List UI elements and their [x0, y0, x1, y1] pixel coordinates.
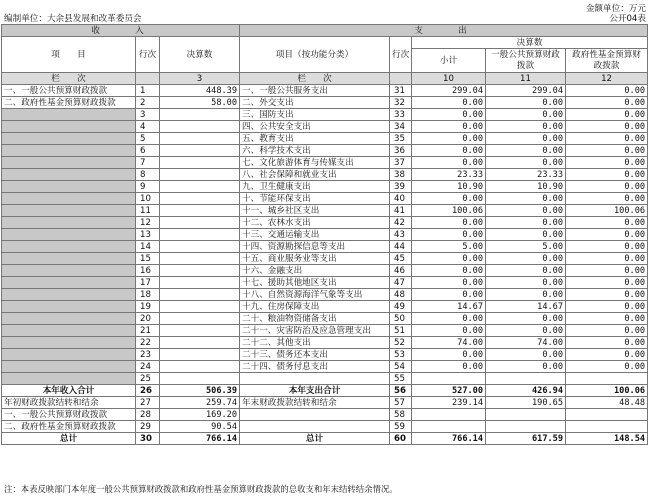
- gov-fund-cell: 0.00: [566, 109, 648, 121]
- expense-line-cell: 40: [390, 193, 412, 205]
- income-line-cell: 6: [136, 145, 160, 157]
- expense-line-cell: 51: [390, 325, 412, 337]
- expense-line-cell: 56: [390, 385, 412, 397]
- income-section-header: 收 入: [2, 25, 240, 37]
- gov-fund-cell: 0.00: [566, 193, 648, 205]
- gov-fund-cell: 0.00: [566, 181, 648, 193]
- col-item-func-header: 项目（按功能分类）: [240, 37, 390, 73]
- subtotal-cell: [412, 373, 486, 385]
- income-amount-cell: [160, 145, 240, 157]
- expense-item-cell: 十四、资源勘探信息等支出: [240, 241, 390, 253]
- income-item-cell: [2, 313, 136, 325]
- table-row: [2, 241, 648, 253]
- expense-line-cell: 54: [390, 361, 412, 373]
- general-budget-cell: 14.67: [486, 301, 566, 313]
- colnum-empty: [136, 73, 160, 85]
- gov-fund-cell: 0.00: [566, 253, 648, 265]
- income-item-cell: [2, 145, 136, 157]
- income-item-cell: [2, 193, 136, 205]
- gov-fund-cell: 0.00: [566, 301, 648, 313]
- gov-fund-cell: [566, 409, 648, 421]
- income-item-cell: 二、政府性基金预算财政拨款: [2, 97, 136, 109]
- expense-item-cell: 十一、城乡社区支出: [240, 205, 390, 217]
- income-item-cell: [2, 277, 136, 289]
- subtotal-cell: 0.00: [412, 277, 486, 289]
- expense-line-cell: 41: [390, 205, 412, 217]
- income-line-cell: 22: [136, 337, 160, 349]
- income-amount-cell: [160, 121, 240, 133]
- general-budget-cell: 299.04: [486, 85, 566, 97]
- expense-line-cell: 46: [390, 265, 412, 277]
- gov-fund-cell: [566, 421, 648, 433]
- income-line-cell: 8: [136, 169, 160, 181]
- table-row: [2, 157, 648, 169]
- gov-fund-cell: 0.00: [566, 241, 648, 253]
- colnum-empty2: [390, 73, 412, 85]
- expense-line-cell: 47: [390, 277, 412, 289]
- col-subtotal-header: 小计: [412, 49, 486, 73]
- expense-line-cell: 59: [390, 421, 412, 433]
- income-line-cell: 21: [136, 325, 160, 337]
- income-line-cell: 25: [136, 373, 160, 385]
- expense-item-cell: 五、教育支出: [240, 133, 390, 145]
- col-line2-header: 行次: [390, 37, 412, 73]
- table-row: [2, 421, 648, 433]
- income-item-cell: [2, 109, 136, 121]
- expense-item-cell: 本年支出合计: [240, 385, 390, 397]
- income-amount-cell: [160, 349, 240, 361]
- expense-item-cell: 四、公共安全支出: [240, 121, 390, 133]
- income-item-cell: [2, 325, 136, 337]
- expense-item-cell: 七、文化旅游体育与传媒支出: [240, 157, 390, 169]
- income-amount-cell: 90.54: [160, 421, 240, 433]
- subtotal-cell: 23.33: [412, 169, 486, 181]
- income-amount-cell: [160, 205, 240, 217]
- income-amount-cell: [160, 217, 240, 229]
- table-row: [2, 301, 648, 313]
- gov-fund-cell: 100.06: [566, 205, 648, 217]
- gov-fund-cell: 0.00: [566, 169, 648, 181]
- subtotal-cell: 527.00: [412, 385, 486, 397]
- expense-item-cell: 二十三、债务还本支出: [240, 349, 390, 361]
- gov-fund-cell: 0.00: [566, 121, 648, 133]
- income-item-cell: 二、政府性基金预算财政拨款: [2, 421, 136, 433]
- income-item-cell: [2, 361, 136, 373]
- gov-fund-cell: 0.00: [566, 157, 648, 169]
- expense-item-cell: 十二、农林水支出: [240, 217, 390, 229]
- gov-fund-cell: 0.00: [566, 289, 648, 301]
- income-item-cell: [2, 373, 136, 385]
- income-line-cell: 7: [136, 157, 160, 169]
- expense-item-cell: [240, 421, 390, 433]
- income-amount-cell: [160, 361, 240, 373]
- general-budget-cell: 0.00: [486, 121, 566, 133]
- general-budget-cell: 0.00: [486, 277, 566, 289]
- gov-fund-cell: 148.54: [566, 433, 648, 445]
- table-row: [2, 349, 648, 361]
- subtotal-cell: 766.14: [412, 433, 486, 445]
- income-line-cell: 26: [136, 385, 160, 397]
- income-amount-cell: [160, 337, 240, 349]
- income-item-cell: 总计: [2, 433, 136, 445]
- income-item-cell: 一、一般公共预算财政拨款: [2, 85, 136, 97]
- table-row: [2, 289, 648, 301]
- expense-item-cell: 年末财政拨款结转和结余: [240, 397, 390, 409]
- income-line-cell: 24: [136, 361, 160, 373]
- income-line-cell: 13: [136, 229, 160, 241]
- expense-line-cell: 44: [390, 241, 412, 253]
- subtotal-cell: [412, 421, 486, 433]
- colnum-label2: 栏 次: [240, 73, 390, 85]
- expense-item-cell: 二十一、灾害防治及应急管理支出: [240, 325, 390, 337]
- expense-line-cell: 45: [390, 253, 412, 265]
- subtotal-cell: 0.00: [412, 97, 486, 109]
- expense-item-cell: 一、一般公共服务支出: [240, 85, 390, 97]
- gov-fund-cell: 0.00: [566, 361, 648, 373]
- general-budget-cell: 23.33: [486, 169, 566, 181]
- income-line-cell: 20: [136, 313, 160, 325]
- general-budget-cell: 0.00: [486, 145, 566, 157]
- income-amount-cell: 58.00: [160, 97, 240, 109]
- organization-label: 编制单位：大余县发展和改革委员会: [4, 14, 142, 24]
- expense-line-cell: 35: [390, 133, 412, 145]
- general-budget-cell: 0.00: [486, 157, 566, 169]
- subtotal-cell: 0.00: [412, 229, 486, 241]
- income-item-cell: [2, 349, 136, 361]
- expense-line-cell: 34: [390, 121, 412, 133]
- expense-item-cell: 二十、粮油物资储备支出: [240, 313, 390, 325]
- income-item-cell: 年初财政拨款结转和结余: [2, 397, 136, 409]
- income-item-cell: [2, 337, 136, 349]
- subtotal-cell: 74.00: [412, 337, 486, 349]
- income-item-cell: [2, 181, 136, 193]
- income-amount-cell: [160, 169, 240, 181]
- colnum-label: 栏 次: [2, 73, 136, 85]
- expense-line-cell: 42: [390, 217, 412, 229]
- expense-item-cell: [240, 373, 390, 385]
- subtotal-cell: [412, 409, 486, 421]
- col-gov-fund-header: 政府性基金预算财政拨款: [566, 49, 648, 73]
- table-row: [2, 97, 648, 109]
- subtotal-cell: 0.00: [412, 145, 486, 157]
- income-line-cell: 27: [136, 397, 160, 409]
- expense-item-cell: 九、卫生健康支出: [240, 181, 390, 193]
- general-budget-cell: 0.00: [486, 349, 566, 361]
- income-item-cell: 一、一般公共预算财政拨款: [2, 409, 136, 421]
- expense-line-cell: 60: [390, 433, 412, 445]
- table-row: [2, 373, 648, 385]
- income-line-cell: 10: [136, 193, 160, 205]
- subtotal-cell: 239.14: [412, 397, 486, 409]
- colnum-12: 12: [566, 73, 648, 85]
- form-number: 公开04表: [609, 14, 646, 24]
- gov-fund-cell: 100.06: [566, 385, 648, 397]
- table-row: [2, 337, 648, 349]
- expense-item-cell: 十八、自然资源海洋气象等支出: [240, 289, 390, 301]
- expense-item-cell: 十六、金融支出: [240, 265, 390, 277]
- expense-item-cell: 二十二、其他支出: [240, 337, 390, 349]
- income-item-cell: [2, 133, 136, 145]
- expense-item-cell: 二、外交支出: [240, 97, 390, 109]
- table-note: 注：本表反映部门本年度一般公共预算财政拨款和政府性基金预算财政拨款的总收支和年末结转结余情况。: [4, 484, 398, 494]
- general-budget-cell: 0.00: [486, 313, 566, 325]
- general-budget-cell: 0.00: [486, 109, 566, 121]
- table-row: [2, 325, 648, 337]
- subtotal-cell: 0.00: [412, 157, 486, 169]
- table-row: [2, 85, 648, 97]
- income-amount-cell: [160, 325, 240, 337]
- income-item-cell: [2, 289, 136, 301]
- gov-fund-cell: 0.00: [566, 97, 648, 109]
- income-amount-cell: 448.39: [160, 85, 240, 97]
- table-row: [2, 409, 648, 421]
- income-amount-cell: [160, 373, 240, 385]
- general-budget-cell: 0.00: [486, 97, 566, 109]
- gov-fund-cell: 0.00: [566, 85, 648, 97]
- general-budget-cell: [486, 421, 566, 433]
- gov-fund-cell: 0.00: [566, 325, 648, 337]
- income-item-cell: [2, 265, 136, 277]
- expense-line-cell: 57: [390, 397, 412, 409]
- subtotal-cell: 0.00: [412, 133, 486, 145]
- table-row: [2, 433, 648, 445]
- general-budget-cell: 0.00: [486, 217, 566, 229]
- income-line-cell: 9: [136, 181, 160, 193]
- expense-line-cell: 31: [390, 85, 412, 97]
- subtotal-cell: 0.00: [412, 217, 486, 229]
- income-amount-cell: 766.14: [160, 433, 240, 445]
- table-row: [2, 277, 648, 289]
- subtotal-cell: 5.00: [412, 241, 486, 253]
- income-amount-cell: [160, 229, 240, 241]
- subtotal-cell: 0.00: [412, 109, 486, 121]
- colnum-10: 10: [412, 73, 486, 85]
- subtotal-cell: 0.00: [412, 253, 486, 265]
- income-amount-cell: 259.74: [160, 397, 240, 409]
- income-amount-cell: [160, 241, 240, 253]
- expense-section-header: 支 出: [240, 25, 648, 37]
- income-amount-cell: [160, 277, 240, 289]
- general-budget-cell: [486, 409, 566, 421]
- income-amount-cell: 506.39: [160, 385, 240, 397]
- income-line-cell: 17: [136, 277, 160, 289]
- gov-fund-cell: 0.00: [566, 229, 648, 241]
- general-budget-cell: 617.59: [486, 433, 566, 445]
- table-row: [2, 145, 648, 157]
- expense-item-cell: 三、国防支出: [240, 109, 390, 121]
- table-row: [2, 121, 648, 133]
- income-item-cell: [2, 169, 136, 181]
- expense-line-cell: 58: [390, 409, 412, 421]
- income-amount-cell: [160, 253, 240, 265]
- expense-item-cell: 八、社会保障和就业支出: [240, 169, 390, 181]
- table-row: [2, 193, 648, 205]
- expense-item-cell: 十九、住房保障支出: [240, 301, 390, 313]
- income-line-cell: 2: [136, 97, 160, 109]
- subtotal-cell: 0.00: [412, 313, 486, 325]
- expense-line-cell: 52: [390, 337, 412, 349]
- income-amount-cell: [160, 289, 240, 301]
- expense-line-cell: 43: [390, 229, 412, 241]
- general-budget-cell: 0.00: [486, 133, 566, 145]
- gov-fund-cell: 0.00: [566, 337, 648, 349]
- gov-fund-cell: 48.48: [566, 397, 648, 409]
- table-row: [2, 133, 648, 145]
- income-line-cell: 30: [136, 433, 160, 445]
- expense-item-cell: [240, 409, 390, 421]
- income-line-cell: 1: [136, 85, 160, 97]
- expense-line-cell: 53: [390, 349, 412, 361]
- income-item-cell: [2, 121, 136, 133]
- expense-line-cell: 32: [390, 97, 412, 109]
- table-row: [2, 361, 648, 373]
- general-budget-cell: [486, 373, 566, 385]
- table-row: [2, 217, 648, 229]
- fiscal-appropriation-table: [1, 24, 648, 445]
- income-item-cell: [2, 217, 136, 229]
- income-amount-cell: [160, 181, 240, 193]
- expense-line-cell: 48: [390, 289, 412, 301]
- income-amount-cell: [160, 157, 240, 169]
- income-line-cell: 16: [136, 265, 160, 277]
- income-line-cell: 19: [136, 301, 160, 313]
- expense-item-cell: 六、科学技术支出: [240, 145, 390, 157]
- income-line-cell: 11: [136, 205, 160, 217]
- income-line-cell: 12: [136, 217, 160, 229]
- expense-line-cell: 37: [390, 157, 412, 169]
- subtotal-cell: 0.00: [412, 193, 486, 205]
- expense-item-cell: 十七、援助其他地区支出: [240, 277, 390, 289]
- income-line-cell: 5: [136, 133, 160, 145]
- general-budget-cell: 190.65: [486, 397, 566, 409]
- expense-item-cell: 十、节能环保支出: [240, 193, 390, 205]
- table-row: [2, 109, 648, 121]
- table-row: [2, 181, 648, 193]
- income-line-cell: 29: [136, 421, 160, 433]
- income-line-cell: 14: [136, 241, 160, 253]
- income-amount-cell: [160, 313, 240, 325]
- expense-line-cell: 49: [390, 301, 412, 313]
- gov-fund-cell: 0.00: [566, 277, 648, 289]
- income-item-cell: [2, 205, 136, 217]
- col-item-header: 项 目: [2, 37, 136, 73]
- income-line-cell: 23: [136, 349, 160, 361]
- expense-line-cell: 39: [390, 181, 412, 193]
- expense-line-cell: 33: [390, 109, 412, 121]
- expense-item-cell: 总计: [240, 433, 390, 445]
- col-general-header: 一般公共预算财政拨款: [486, 49, 566, 73]
- subtotal-cell: 14.67: [412, 301, 486, 313]
- table-row: [2, 313, 648, 325]
- subtotal-cell: 0.00: [412, 121, 486, 133]
- income-amount-cell: [160, 193, 240, 205]
- expense-line-cell: 55: [390, 373, 412, 385]
- income-line-cell: 28: [136, 409, 160, 421]
- general-budget-cell: 0.00: [486, 265, 566, 277]
- col-budget-header: 决算数: [160, 37, 240, 73]
- general-budget-cell: 0.00: [486, 205, 566, 217]
- subtotal-cell: 0.00: [412, 289, 486, 301]
- general-budget-cell: 5.00: [486, 241, 566, 253]
- expense-line-cell: 38: [390, 169, 412, 181]
- subtotal-cell: 0.00: [412, 361, 486, 373]
- income-item-cell: [2, 301, 136, 313]
- income-line-cell: 15: [136, 253, 160, 265]
- expense-item-cell: 二十四、债务付息支出: [240, 361, 390, 373]
- subtotal-cell: 299.04: [412, 85, 486, 97]
- gov-fund-cell: 0.00: [566, 349, 648, 361]
- expense-line-cell: 50: [390, 313, 412, 325]
- table-row: [2, 385, 648, 397]
- subtotal-cell: 100.06: [412, 205, 486, 217]
- income-item-cell: 本年收入合计: [2, 385, 136, 397]
- table-row: [2, 253, 648, 265]
- income-amount-cell: [160, 109, 240, 121]
- income-item-cell: [2, 253, 136, 265]
- table-row: [2, 169, 648, 181]
- general-budget-cell: 0.00: [486, 253, 566, 265]
- general-budget-cell: 74.00: [486, 337, 566, 349]
- table-row: [2, 205, 648, 217]
- subtotal-cell: 0.00: [412, 349, 486, 361]
- income-line-cell: 18: [136, 289, 160, 301]
- gov-fund-cell: 0.00: [566, 145, 648, 157]
- col-line-header: 行次: [136, 37, 160, 73]
- subtotal-cell: 0.00: [412, 265, 486, 277]
- colnum-3: 3: [160, 73, 240, 85]
- gov-fund-cell: 0.00: [566, 265, 648, 277]
- general-budget-cell: 0.00: [486, 229, 566, 241]
- expense-item-cell: 十五、商业服务业等支出: [240, 253, 390, 265]
- expense-line-cell: 36: [390, 145, 412, 157]
- income-line-cell: 3: [136, 109, 160, 121]
- subtotal-cell: 0.00: [412, 325, 486, 337]
- general-budget-cell: 0.00: [486, 325, 566, 337]
- income-line-cell: 4: [136, 121, 160, 133]
- general-budget-cell: 0.00: [486, 361, 566, 373]
- income-item-cell: [2, 157, 136, 169]
- table-row: [2, 397, 648, 409]
- expense-item-cell: 十三、交通运输支出: [240, 229, 390, 241]
- income-amount-cell: [160, 265, 240, 277]
- gov-fund-cell: 0.00: [566, 133, 648, 145]
- income-amount-cell: 169.20: [160, 409, 240, 421]
- col-budget2-header: 决算数: [412, 37, 648, 49]
- general-budget-cell: 10.90: [486, 181, 566, 193]
- gov-fund-cell: 0.00: [566, 313, 648, 325]
- general-budget-cell: 0.00: [486, 289, 566, 301]
- subtotal-cell: 10.90: [412, 181, 486, 193]
- general-budget-cell: 426.94: [486, 385, 566, 397]
- table-row: [2, 265, 648, 277]
- gov-fund-cell: [566, 373, 648, 385]
- amount-unit-label: 金额单位：万元: [585, 4, 646, 14]
- colnum-11: 11: [486, 73, 566, 85]
- income-amount-cell: [160, 133, 240, 145]
- income-item-cell: [2, 229, 136, 241]
- income-amount-cell: [160, 301, 240, 313]
- general-budget-cell: 0.00: [486, 193, 566, 205]
- income-item-cell: [2, 241, 136, 253]
- gov-fund-cell: 0.00: [566, 217, 648, 229]
- table-row: [2, 229, 648, 241]
